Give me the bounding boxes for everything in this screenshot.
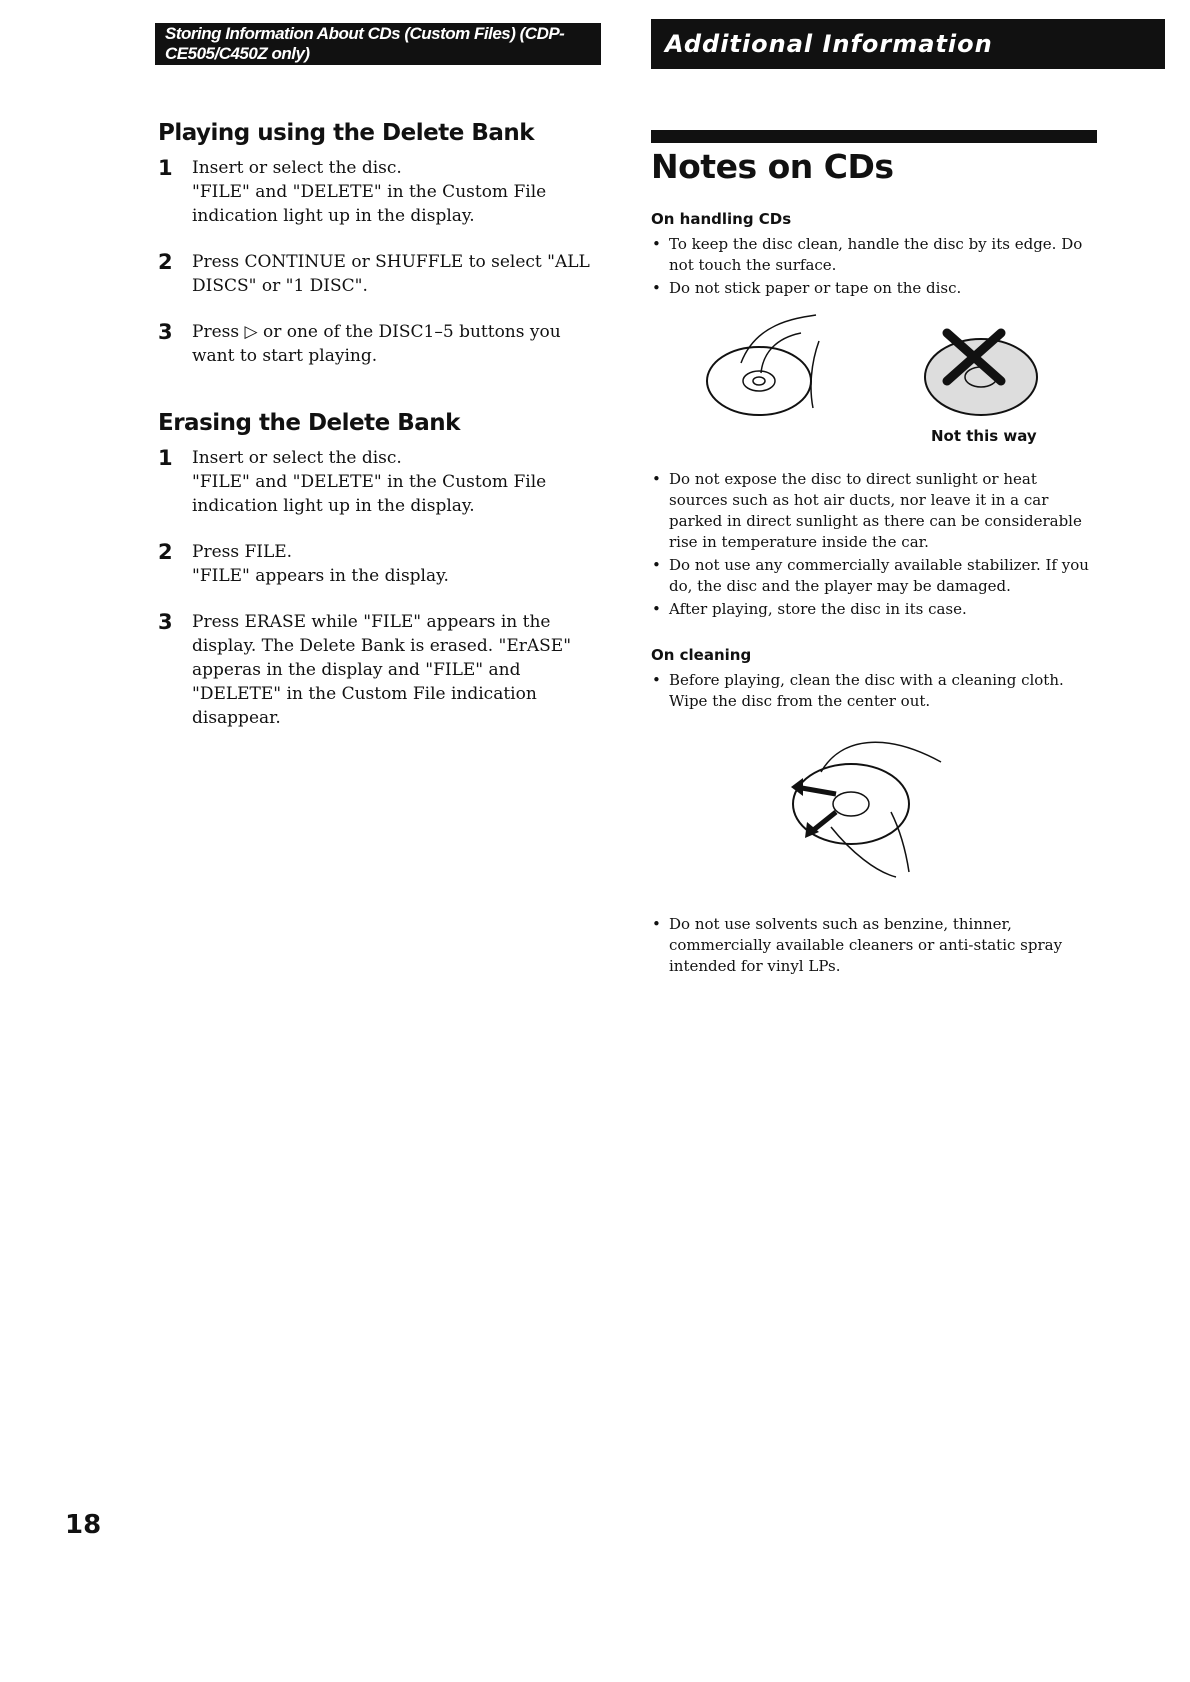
step-number: 1 <box>158 156 173 180</box>
step-number: 2 <box>158 250 173 274</box>
list-item: • Before playing, clean the disc with a cleaning cloth. Wipe the disc from the center out. <box>651 670 1091 712</box>
section-header-right <box>651 19 1165 69</box>
step-text: "FILE" appears in the display. <box>192 566 449 586</box>
handling-list <box>651 234 1091 299</box>
list-item: • After playing, store the disc in its case. <box>651 599 1091 620</box>
playing-step-3 <box>158 320 598 368</box>
page-title: Notes on CDs <box>651 147 894 186</box>
handling-list-2 <box>651 469 1091 620</box>
step-text: Press CONTINUE or SHUFFLE to select "ALL DISCS" or "1 DISC". <box>192 252 590 296</box>
page-number: 18 <box>65 1510 102 1540</box>
disc-not-this-way-illustration <box>919 315 1049 425</box>
section-header-left-text: Storing Information About CDs (Custom Files) (CDP-CE505/C450Z only) <box>165 24 565 63</box>
erasing-step-1 <box>158 446 598 518</box>
title-rule <box>651 130 1097 143</box>
step-number: 2 <box>158 540 173 564</box>
step-number: 1 <box>158 446 173 470</box>
list-item: • Do not stick paper or tape on the disc. <box>651 278 1091 299</box>
playing-step-1 <box>158 156 598 228</box>
cleaning-list <box>651 670 1091 712</box>
erasing-step-3 <box>158 610 598 730</box>
list-item: • To keep the disc clean, handle the disc by its edge. Do not touch the surface. <box>651 234 1091 276</box>
right-column <box>651 130 1091 979</box>
step-number: 3 <box>158 320 173 344</box>
section-header-right-text: Additional Information <box>665 30 993 58</box>
erasing-step-2 <box>158 540 598 588</box>
playing-step-2 <box>158 250 598 298</box>
step-text: Press ERASE while "FILE" appears in the display. The Delete Bank is erased. "ErASE" apperas in the display and "FILE" and "DELETE" in the Custom File indication disappear. <box>192 612 572 728</box>
disc-cleaning-illustration <box>791 732 961 892</box>
step-text: Insert or select the disc. <box>192 158 402 178</box>
step-text: "FILE" and "DELETE" in the Custom File indication light up in the display. <box>192 182 547 226</box>
step-text: "FILE" and "DELETE" in the Custom File indication light up in the display. <box>192 472 547 516</box>
cleaning-figure <box>651 714 1091 914</box>
step-text: Insert or select the disc. <box>192 448 402 468</box>
cleaning-heading: On cleaning <box>651 646 752 664</box>
playing-heading: Playing using the Delete Bank <box>158 120 535 146</box>
erasing-heading: Erasing the Delete Bank <box>158 410 460 436</box>
disc-held-by-edge-illustration <box>701 313 841 433</box>
step-number: 3 <box>158 610 173 634</box>
handling-figure <box>651 301 1091 451</box>
list-item: • Do not use any commercially available stabilizer. If you do, the disc and the player may be damaged. <box>651 555 1091 597</box>
section-header-left <box>155 23 601 65</box>
handling-heading: On handling CDs <box>651 210 792 228</box>
left-column <box>158 120 598 752</box>
step-text: Press ▷ or one of the DISC1–5 buttons you want to start playing. <box>192 322 561 366</box>
list-item: • Do not expose the disc to direct sunlight or heat sources such as hot air ducts, nor leave it in a car parked in direct sunlight as there can be considerable rise in temperature inside the car. <box>651 469 1091 553</box>
cleaning-list-2 <box>651 914 1091 977</box>
step-text: Press FILE. <box>192 542 293 562</box>
not-this-way-caption: Not this way <box>931 427 1037 445</box>
list-item: • Do not use solvents such as benzine, thinner, commercially available cleaners or anti-static spray intended for vinyl LPs. <box>651 914 1091 977</box>
